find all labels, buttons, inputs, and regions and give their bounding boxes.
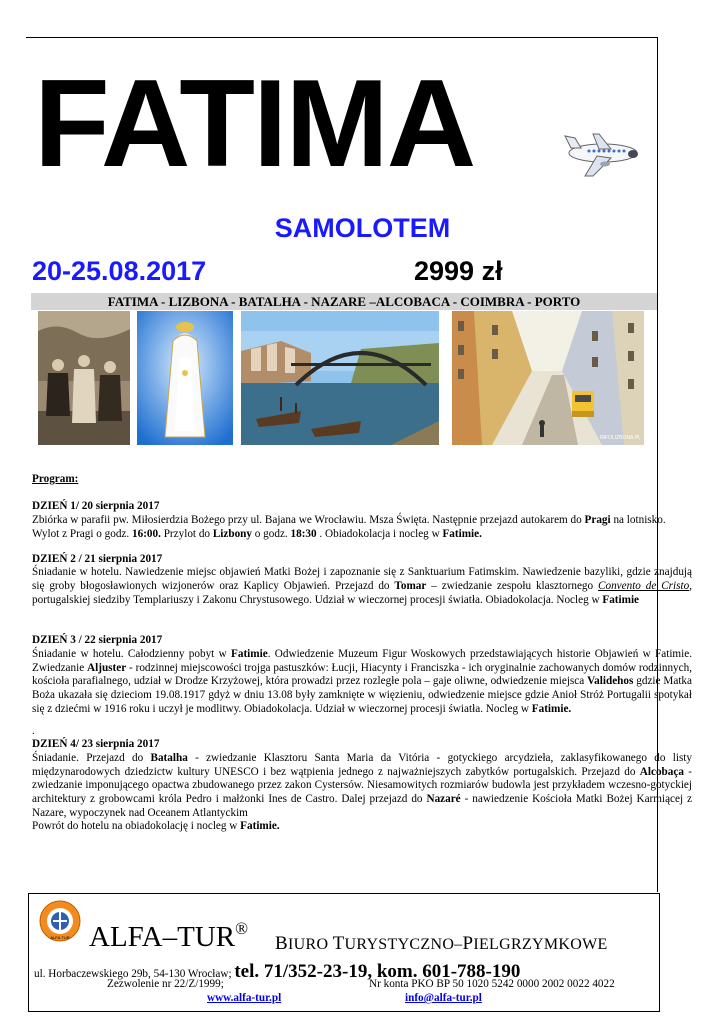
brand-name: ALFA–TUR® (89, 919, 248, 953)
logo-text: ALFA-TUR (50, 935, 70, 940)
day-4-return: Powrót do hotelu na obiadokolację i nocleg w Fatimie. (32, 820, 280, 833)
photo-three-shepherd-children (38, 311, 130, 445)
bank-account: Nr konta PKO BP 50 1020 5242 0000 2002 0022 4022 (369, 978, 615, 990)
trip-price: 2999 zł (414, 256, 503, 286)
day-3-text: Śniadanie w hotelu. Całodzienny pobyt w Fatimie. Odwiedzenie Muzeum Figur Woskowych przedstawiających historie Objawień w Fatimie. Zwiedzanie Aljuster - rodzinnej miejscowości trojga pastuszków: Łucji, Hiacynty i Franciszka - ich oryginalnie zachowanych domów rodzinnych, kościoła parafialnego, udział w Drodze Krzyżowej, która prowadzi przez rozległe pola – gaje oliwne, odwiedzenie miejsca Validehos gdzie Matka Boża ukazała się dzieciom 19.08.1917 gdyż w dniu 13.08 były zamknięte w więzieniu, odwiedzenie miejsce gdzie Anioł Stróż Portugalii spotykał się z dziećmi w 1916 roku i uczył je modlitwy. Obiadokolacja. Udział w wieczornej procesji światła. Nocleg w Fatimie. (32, 648, 692, 715)
day-3-heading: DZIEŃ 3 / 22 sierpnia 2017 (32, 634, 163, 647)
airplane-icon (563, 120, 643, 182)
subtitle: SAMOLOTEM (274, 213, 451, 243)
permit-number: Zezwolenie nr 22/Z/1999; (107, 978, 224, 990)
photo-watermark: INFOLIZBONA.PL (600, 435, 641, 441)
top-rule (26, 37, 658, 38)
company-footer (28, 893, 660, 1012)
brand-tagline: BIURO TURYSTYCZNO–PIELGRZYMKOWE (275, 933, 608, 954)
photo-porto-bridge (241, 311, 439, 445)
company-phone: tel. 71/352-23-19, kom. 601-788-190 (234, 961, 521, 982)
program (32, 473, 692, 834)
photo-our-lady-of-fatima (137, 311, 233, 445)
page-title: FATIMA (34, 55, 475, 193)
registered-mark: ® (235, 919, 248, 938)
photo-lisbon-tram (452, 311, 644, 445)
day-4-heading: DZIEŃ 4/ 23 sierpnia 2017 (32, 738, 160, 751)
website-link[interactable]: www.alfa-tur.pl (207, 992, 282, 1004)
day-2-text: Śniadanie w hotelu. Nawiedzenie miejsc objawień Matki Bożej i zapoznanie się z Sanktuarium Fatimskim. Nawiedzenie bazyliki, gdzie znajdują się groby błogosławionych wizjonerów oraz Kaplicy Objawień. Przejazd do Tomar – zwiedzanie zespołu klasztornego Convento de Cristo, portugalskiej siedziby Templariuszy i Zakonu Chrystusowego. Udział w wieczornej procesji światła. Obiadokolacja. Nocleg w Fatimie (32, 566, 693, 606)
company-address: ul. Horbaczewskiego 29b, 54-130 Wrocław; tel. 71/352-23-19, kom. 601-788-190 (34, 961, 521, 982)
email-link[interactable]: info@alfa-tur.pl (405, 992, 482, 1004)
route-bar: FATIMA - LIZBONA - BATALHA - NAZARE –ALCOBACA - COIMBRA - PORTO (31, 293, 657, 310)
day-4-text: Śniadanie. Przejazd do Batalha - zwiedzanie Klasztoru Santa Maria da Vitória - gotyckiego arcydzieła, zaklasyfikowanego do listy międzynarodowych dziedzictw kultury UNESCO i bez wątpienia jednego z najważniejszych zabytków portugalskich. Przejazd do Alcobaça - zwiedzanie imponującego opactwa zbudowanego przez zakon Cystersów. Niesamowitych rozmiarów budowla jest przykładem wczesno-gotyckiej architektury z grobowcami króla Pedro i małżonki Ines de Castro. Dalej przejazd do Nazaré - nawiedzenie Kościoła Matki Bożej Karmiącej z Nazare, wypoczynek nad Oceanem Atlantyckim (32, 751, 692, 819)
program-heading: Program: (32, 473, 79, 485)
day-1-text: Zbiórka w parafii pw. Miłosierdzia Bożego przy ul. Bajana we Wrocławiu. Msza Święta. Następnie przejazd autokarem do Pragi na lotnisko. Wylot z Pragi o godz. 16:00. Przylot do Lizbony o godz. 18:30 . Obiadokolacja i nocleg w Fatimie. (32, 514, 666, 540)
day-2-heading: DZIEŃ 2 / 21 sierpnia 2017 (32, 552, 163, 565)
company-logo-icon (39, 900, 81, 942)
day-1-heading: DZIEŃ 1/ 20 sierpnia 2017 (32, 500, 160, 513)
stray-mark: . (32, 724, 35, 737)
trip-dates: 20-25.08.2017 (32, 256, 207, 286)
